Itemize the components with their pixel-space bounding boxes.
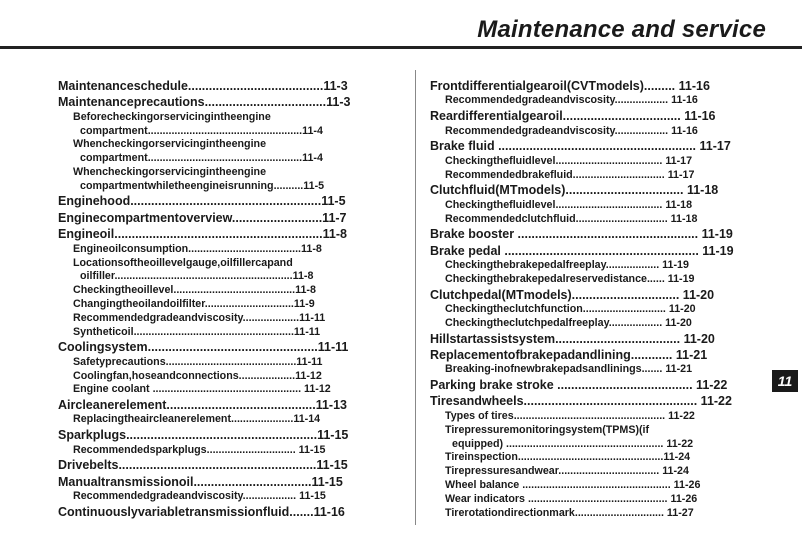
toc-section-entry: Manualtransmissionoil..................................11-15 [58,474,343,489]
toc-subsection-entry: compartment....................................................11-4 [80,152,323,165]
toc-subsection-entry: Checkingthefluidlevel.................................... 11-17 [445,154,693,167]
toc-subsection-entry: Tirepressuremonitoringsystem(TPMS)(if [445,423,650,436]
toc-section-entry: Coolingsystem.................................................11-11 [58,340,349,355]
toc-subsection-entry: Checkingthebrakepedalreservedistance...... 11-19 [445,272,695,285]
toc-subsection-entry: Locationsoftheoillevelgauge,oilfillercapand [73,256,293,269]
toc-subsection-entry: Changingtheoilandoilfilter..............................11-9 [73,297,315,310]
toc-subsection-entry: Recommendedsparkplugs.............................. 11-15 [73,443,326,456]
toc-right-column [430,78,770,520]
toc-subsection-entry: Safetyprecautions............................................11-11 [73,355,323,368]
toc-subsection-entry: Wear indicators ............................................... 11-26 [445,492,698,505]
toc-subsection-entry: Recommendedgradeandviscosity...................11-11 [73,311,326,324]
toc-subsection-entry: Types of tires................................................... 11-22 [445,410,695,423]
toc-subsection-entry: Tirerotationdirectionmark.............................. 11-27 [445,506,694,519]
toc-subsection-entry: compartmentwhiletheengineisrunning..........11-5 [80,179,325,192]
toc-subsection-entry: Checkingthebrakepedalfreeplay.................. 11-19 [445,259,689,272]
page-title: Maintenance and service [477,16,766,43]
toc-subsection-entry: Recommendedgradeandviscosity.................. 11-16 [445,94,698,107]
toc-subsection-entry: Tireinspection.................................................11-24 [445,451,691,464]
toc-section-entry: Replacementofbrakepadandlining............ 11-21 [430,347,708,362]
toc-subsection-entry: Syntheticoil......................................................11-11 [73,325,321,338]
toc-subsection-entry: Coolingfan,hoseandconnections...................11-12 [73,369,322,382]
toc-section-entry: Sparkplugs.......................................................11-15 [58,428,349,443]
toc-subsection-entry: Tirepressuresandwear.................................. 11-24 [445,465,689,478]
toc-subsection-entry: Engineoilconsumption......................................11-8 [73,242,322,255]
toc-subsection-entry: Wheel balance .................................................. 11-26 [445,479,701,492]
toc-section-entry: Brake fluid ......................................................... 11-17 [430,139,731,154]
toc-section-entry: Engineoil............................................................11-8 [58,227,347,242]
toc-subsection-entry: compartment....................................................11-4 [80,124,323,137]
toc-section-entry: Maintenanceprecautions...................................11-3 [58,95,351,110]
toc-subsection-entry: Recommendedgradeandviscosity.................. 11-16 [445,124,698,137]
toc-section-entry: Clutchpedal(MTmodels)............................... 11-20 [430,287,715,302]
toc-subsection-entry: oilfiller............................................................11-8 [80,270,314,283]
toc-subsection-entry: Recommendedclutchfluid............................... 11-18 [445,212,698,225]
toc-subsection-entry: Breaking-inofnewbrakepadsandlinings....... 11-21 [445,363,693,376]
toc-section-entry: Brake pedal ........................................................ 11-19 [430,243,734,258]
toc-subsection-entry: Checkingtheclutchpedalfreeplay.................. 11-20 [445,316,692,329]
toc-subsection-entry: Recommendedbrakefluid............................... 11-17 [445,168,695,181]
chapter-tab: 11 [772,370,798,392]
toc-subsection-entry: Checkingtheoillevel.........................................11-8 [73,284,316,297]
header-rule [0,46,802,49]
toc-left-column [58,78,408,520]
toc-subsection-entry: Checkingthefluidlevel.................................... 11-18 [445,198,693,211]
toc-section-entry: Hillstartassistsystem.................................... 11-20 [430,331,715,346]
toc-subsection-entry: Engine coolant .................................................. 11-12 [73,383,331,396]
toc-section-entry: Enginecompartmentoverview..........................11-7 [58,210,347,225]
toc-subsection-entry: Whencheckingorservicingintheengine [73,138,267,151]
column-divider [415,70,416,525]
toc-section-entry: Brake booster .................................................... 11-19 [430,227,733,242]
toc-section-entry: Parking brake stroke ....................................... 11-22 [430,378,728,393]
toc-section-entry: Drivebelts.........................................................11-15 [58,458,348,473]
toc-subsection-entry: Replacingtheaircleanerelement.....................11-14 [73,413,321,426]
toc-section-entry: Reardifferentialgearoil.................................. 11-16 [430,108,716,123]
toc-section-entry: Clutchfluid(MTmodels).................................. 11-18 [430,183,719,198]
toc-section-entry: Maintenanceschedule.......................................11-3 [58,78,348,93]
toc-subsection-entry: Whencheckingorservicingintheengine [73,165,267,178]
toc-section-entry: Aircleanerelement...........................................11-13 [58,397,348,412]
toc-subsection-entry: equipped) ..................................................... 11-22 [452,437,694,450]
toc-subsection-entry: Checkingtheclutchfunction............................ 11-20 [445,303,696,316]
toc-section-entry: Enginehood.......................................................11-5 [58,194,346,209]
toc-subsection-entry: Recommendedgradeandviscosity.................. 11-15 [73,490,326,503]
toc-subsection-entry: Beforecheckingorservicingintheengine [73,110,271,123]
toc-section-entry: Continuouslyvariabletransmissionfluid.......11-16 [58,504,345,519]
page-header [0,0,802,48]
toc-section-entry: Frontdifferentialgearoil(CVTmodels)......... 11-16 [430,78,710,93]
toc-section-entry: Tiresandwheels.................................................. 11-22 [430,394,732,409]
